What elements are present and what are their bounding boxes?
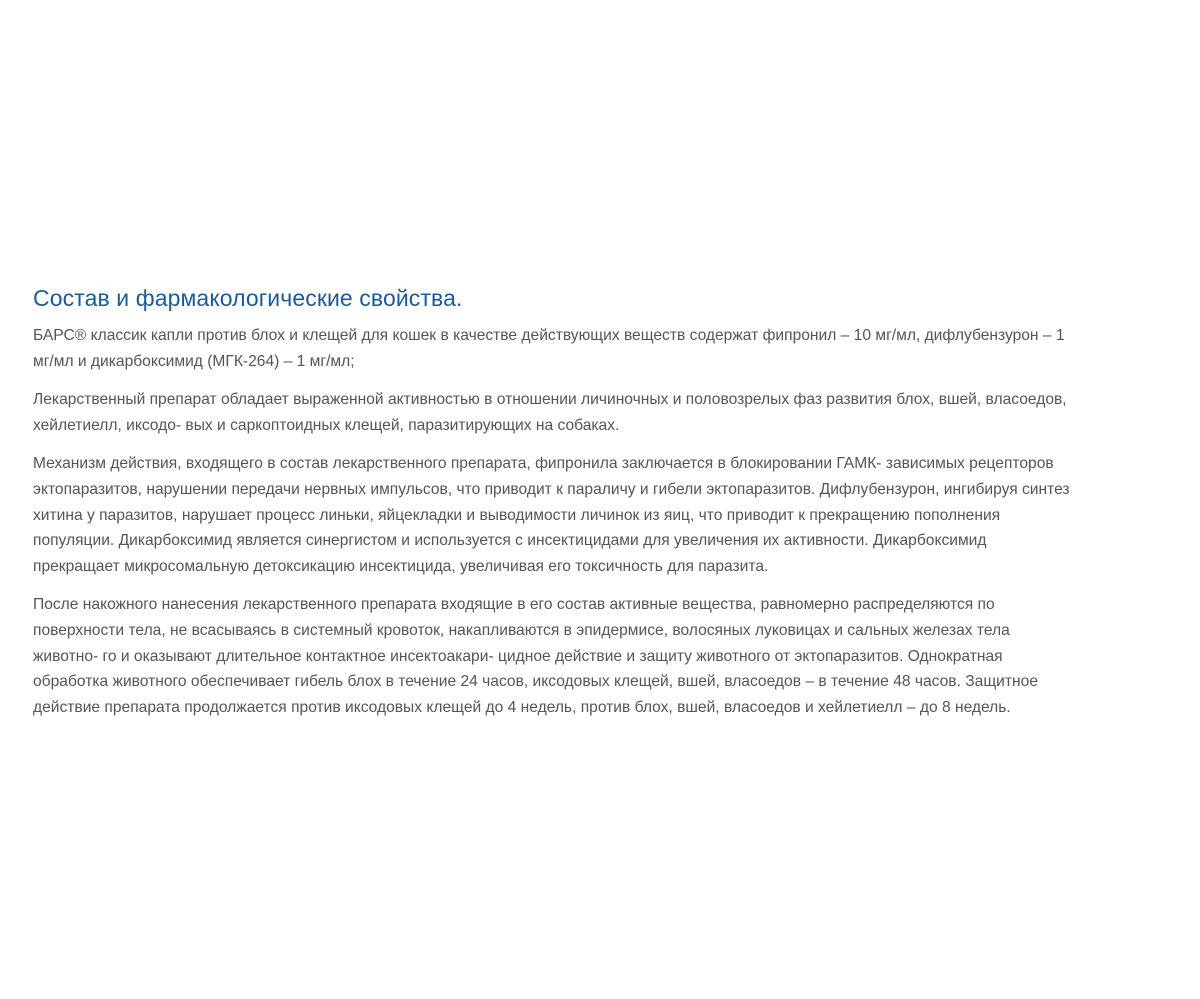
- text-line: действие препарата продолжается против иксодовых клещей до 4 недель, против блох, вшей, власоедов и хейлетиелл – до 8 недель.: [33, 698, 1011, 716]
- text-line: прекращает микросомальную детоксикацию инсектицида, увеличивая его токсичность для паразита.: [33, 557, 769, 575]
- section-title: Состав и фармакологические свойства.: [33, 285, 463, 311]
- text-line: хейлетиелл, иксодо- вых и саркоптоидных клещей, паразитирующих на собаках.: [33, 416, 620, 434]
- text-line: обработка животного обеспечивает гибель блох в течение 24 часов, иксодовых клещей, вшей, власоедов – в течение 48 часов. Защитное: [33, 673, 1038, 691]
- text-line: хитина у паразитов, нарушает процесс линьки, яйцекладки и выводимости личинок из яиц, что приводит к прекращению пополнения: [33, 506, 1001, 524]
- article-section: [33, 282, 1195, 733]
- text-line: После накожного нанесения лекарственного препарата входящие в его состав активные вещества, равномерно распределяются по: [33, 596, 995, 614]
- text-line: эктопаразитов, нарушении передачи нервных импульсов, что приводит к параличу и гибели эктопаразитов. Дифлубензурон, ингибируя синтез: [33, 480, 1070, 498]
- text-line: Лекарственный препарат обладает выраженной активностью в отношении личиночных и половозрелых фаз развития блох, вшей, власоедов,: [33, 391, 1067, 409]
- paragraph-activity: [33, 387, 1195, 438]
- text-line: мг/мл и дикарбоксимид (МГК-264) – 1 мг/мл;: [33, 352, 355, 370]
- text-line: Механизм действия, входящего в состав лекарственного препарата, фипронила заключается в блокировании ГАМК- зависимых рецепторов: [33, 455, 1054, 473]
- paragraph-mechanism: [33, 451, 1195, 579]
- text-line: поверхности тела, не всасываясь в системный кровоток, накапливаются в эпидермисе, волосяных луковицах и сальных железах тела: [33, 621, 1010, 639]
- text-line: БАРС® классик капли против блох и клещей для кошек в качестве действующих веществ содержат фипронил – 10 мг/мл, дифлубензурон – 1: [33, 327, 1065, 344]
- paragraph-application: [33, 592, 1195, 720]
- paragraph-composition: [33, 323, 1195, 374]
- text-line: животно- го и оказывают длительное контактное инсектоакари- цидное действие и защиту животного от эктопаразитов. Однократная: [33, 647, 1003, 665]
- text-line: популяции. Дикарбоксимид является синергистом и используется с инсектицидами для увеличения их активности. Дикарбоксимид: [33, 532, 987, 550]
